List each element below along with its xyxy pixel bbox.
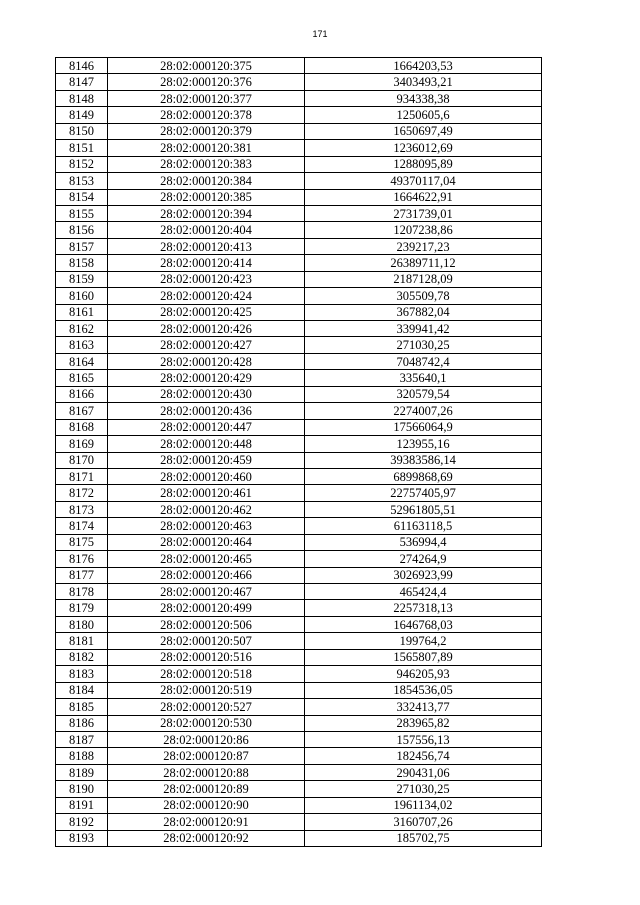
cadastral-value-cell: 1961134,02 xyxy=(305,797,542,813)
row-number-cell: 8146 xyxy=(56,58,108,74)
row-number-cell: 8165 xyxy=(56,370,108,386)
cadastral-value-cell: 3160707,26 xyxy=(305,814,542,830)
cadastral-number-cell: 28:02:000120:86 xyxy=(108,731,305,747)
cadastral-value-cell: 123955,16 xyxy=(305,436,542,452)
row-number-cell: 8147 xyxy=(56,74,108,90)
row-number-cell: 8166 xyxy=(56,386,108,402)
cadastral-value-cell: 271030,25 xyxy=(305,337,542,353)
row-number-cell: 8153 xyxy=(56,173,108,189)
cadastral-value-cell: 52961805,51 xyxy=(305,501,542,517)
cadastral-value-cell: 290431,06 xyxy=(305,764,542,780)
cadastral-value-cell: 49370117,04 xyxy=(305,173,542,189)
table-row xyxy=(56,173,542,189)
cadastral-value-table xyxy=(55,57,542,847)
row-number-cell: 8172 xyxy=(56,485,108,501)
table-body xyxy=(56,58,542,847)
row-number-cell: 8171 xyxy=(56,468,108,484)
cadastral-number-cell: 28:02:000120:427 xyxy=(108,337,305,353)
cadastral-number-cell: 28:02:000120:379 xyxy=(108,123,305,139)
cadastral-number-cell: 28:02:000120:91 xyxy=(108,814,305,830)
table-row xyxy=(56,649,542,665)
cadastral-number-cell: 28:02:000120:516 xyxy=(108,649,305,665)
cadastral-value-cell: 6899868,69 xyxy=(305,468,542,484)
cadastral-number-cell: 28:02:000120:447 xyxy=(108,419,305,435)
table-row xyxy=(56,797,542,813)
cadastral-number-cell: 28:02:000120:430 xyxy=(108,386,305,402)
table-row xyxy=(56,682,542,698)
row-number-cell: 8177 xyxy=(56,567,108,583)
cadastral-value-cell: 7048742,4 xyxy=(305,353,542,369)
cadastral-value-cell: 305509,78 xyxy=(305,288,542,304)
cadastral-number-cell: 28:02:000120:518 xyxy=(108,666,305,682)
table-row xyxy=(56,468,542,484)
cadastral-number-cell: 28:02:000120:530 xyxy=(108,715,305,731)
cadastral-value-cell: 17566064,9 xyxy=(305,419,542,435)
table-row xyxy=(56,403,542,419)
cadastral-value-cell: 946205,93 xyxy=(305,666,542,682)
table-row xyxy=(56,731,542,747)
row-number-cell: 8159 xyxy=(56,271,108,287)
row-number-cell: 8152 xyxy=(56,156,108,172)
cadastral-value-cell: 3403493,21 xyxy=(305,74,542,90)
cadastral-number-cell: 28:02:000120:404 xyxy=(108,222,305,238)
table-row xyxy=(56,781,542,797)
cadastral-value-cell: 2274007,26 xyxy=(305,403,542,419)
table-row xyxy=(56,238,542,254)
table-row xyxy=(56,666,542,682)
cadastral-value-cell: 61163118,5 xyxy=(305,518,542,534)
cadastral-number-cell: 28:02:000120:506 xyxy=(108,616,305,632)
cadastral-number-cell: 28:02:000120:462 xyxy=(108,501,305,517)
cadastral-value-cell: 1854536,05 xyxy=(305,682,542,698)
row-number-cell: 8154 xyxy=(56,189,108,205)
cadastral-number-cell: 28:02:000120:428 xyxy=(108,353,305,369)
cadastral-number-cell: 28:02:000120:466 xyxy=(108,567,305,583)
table-row xyxy=(56,485,542,501)
row-number-cell: 8193 xyxy=(56,830,108,846)
cadastral-number-cell: 28:02:000120:423 xyxy=(108,271,305,287)
table-row xyxy=(56,74,542,90)
table-row xyxy=(56,501,542,517)
cadastral-number-cell: 28:02:000120:381 xyxy=(108,140,305,156)
row-number-cell: 8157 xyxy=(56,238,108,254)
row-number-cell: 8149 xyxy=(56,107,108,123)
cadastral-number-cell: 28:02:000120:92 xyxy=(108,830,305,846)
cadastral-value-cell: 2731739,01 xyxy=(305,205,542,221)
table-row xyxy=(56,419,542,435)
table-row xyxy=(56,255,542,271)
cadastral-number-cell: 28:02:000120:424 xyxy=(108,288,305,304)
page-number: 171 xyxy=(312,29,328,39)
table-row xyxy=(56,205,542,221)
cadastral-value-cell: 2187128,09 xyxy=(305,271,542,287)
cadastral-number-cell: 28:02:000120:465 xyxy=(108,551,305,567)
table-row xyxy=(56,140,542,156)
row-number-cell: 8174 xyxy=(56,518,108,534)
row-number-cell: 8156 xyxy=(56,222,108,238)
cadastral-number-cell: 28:02:000120:426 xyxy=(108,321,305,337)
row-number-cell: 8178 xyxy=(56,584,108,600)
table-row xyxy=(56,534,542,550)
cadastral-number-cell: 28:02:000120:499 xyxy=(108,600,305,616)
cadastral-value-cell: 339941,42 xyxy=(305,321,542,337)
cadastral-value-cell: 536994,4 xyxy=(305,534,542,550)
cadastral-number-cell: 28:02:000120:507 xyxy=(108,633,305,649)
table-row xyxy=(56,189,542,205)
cadastral-value-cell: 3026923,99 xyxy=(305,567,542,583)
row-number-cell: 8151 xyxy=(56,140,108,156)
cadastral-value-cell: 239217,23 xyxy=(305,238,542,254)
table-row xyxy=(56,699,542,715)
row-number-cell: 8173 xyxy=(56,501,108,517)
cadastral-number-cell: 28:02:000120:460 xyxy=(108,468,305,484)
row-number-cell: 8167 xyxy=(56,403,108,419)
table-row xyxy=(56,321,542,337)
row-number-cell: 8158 xyxy=(56,255,108,271)
row-number-cell: 8170 xyxy=(56,452,108,468)
cadastral-number-cell: 28:02:000120:464 xyxy=(108,534,305,550)
table-row xyxy=(56,90,542,106)
table-row xyxy=(56,288,542,304)
row-number-cell: 8176 xyxy=(56,551,108,567)
row-number-cell: 8192 xyxy=(56,814,108,830)
row-number-cell: 8179 xyxy=(56,600,108,616)
table-row xyxy=(56,304,542,320)
cadastral-number-cell: 28:02:000120:377 xyxy=(108,90,305,106)
table-row xyxy=(56,551,542,567)
row-number-cell: 8185 xyxy=(56,699,108,715)
cadastral-number-cell: 28:02:000120:461 xyxy=(108,485,305,501)
table-row xyxy=(56,353,542,369)
cadastral-number-cell: 28:02:000120:384 xyxy=(108,173,305,189)
row-number-cell: 8188 xyxy=(56,748,108,764)
table-row xyxy=(56,452,542,468)
table-row xyxy=(56,567,542,583)
table-row xyxy=(56,633,542,649)
row-number-cell: 8163 xyxy=(56,337,108,353)
row-number-cell: 8148 xyxy=(56,90,108,106)
table-row xyxy=(56,337,542,353)
cadastral-value-cell: 465424,4 xyxy=(305,584,542,600)
cadastral-value-cell: 1664622,91 xyxy=(305,189,542,205)
cadastral-value-cell: 199764,2 xyxy=(305,633,542,649)
table-row xyxy=(56,748,542,764)
row-number-cell: 8150 xyxy=(56,123,108,139)
cadastral-value-cell: 1250605,6 xyxy=(305,107,542,123)
cadastral-value-cell: 157556,13 xyxy=(305,731,542,747)
cadastral-value-cell: 1664203,53 xyxy=(305,58,542,74)
table-row xyxy=(56,271,542,287)
row-number-cell: 8186 xyxy=(56,715,108,731)
table-row xyxy=(56,830,542,846)
row-number-cell: 8168 xyxy=(56,419,108,435)
cadastral-value-cell: 2257318,13 xyxy=(305,600,542,616)
table-row xyxy=(56,764,542,780)
cadastral-number-cell: 28:02:000120:87 xyxy=(108,748,305,764)
table-row xyxy=(56,600,542,616)
table-row xyxy=(56,58,542,74)
cadastral-number-cell: 28:02:000120:436 xyxy=(108,403,305,419)
cadastral-number-cell: 28:02:000120:429 xyxy=(108,370,305,386)
row-number-cell: 8160 xyxy=(56,288,108,304)
table-row xyxy=(56,370,542,386)
cadastral-value-cell: 1236012,69 xyxy=(305,140,542,156)
cadastral-number-cell: 28:02:000120:90 xyxy=(108,797,305,813)
cadastral-number-cell: 28:02:000120:89 xyxy=(108,781,305,797)
table-row xyxy=(56,156,542,172)
row-number-cell: 8183 xyxy=(56,666,108,682)
cadastral-number-cell: 28:02:000120:414 xyxy=(108,255,305,271)
cadastral-value-cell: 22757405,97 xyxy=(305,485,542,501)
cadastral-number-cell: 28:02:000120:385 xyxy=(108,189,305,205)
row-number-cell: 8189 xyxy=(56,764,108,780)
table-row xyxy=(56,436,542,452)
cadastral-value-cell: 1650697,49 xyxy=(305,123,542,139)
cadastral-value-cell: 320579,54 xyxy=(305,386,542,402)
row-number-cell: 8169 xyxy=(56,436,108,452)
row-number-cell: 8191 xyxy=(56,797,108,813)
cadastral-value-cell: 1288095,89 xyxy=(305,156,542,172)
cadastral-number-cell: 28:02:000120:375 xyxy=(108,58,305,74)
cadastral-value-cell: 26389711,12 xyxy=(305,255,542,271)
table-row xyxy=(56,123,542,139)
cadastral-number-cell: 28:02:000120:88 xyxy=(108,764,305,780)
cadastral-value-cell: 39383586,14 xyxy=(305,452,542,468)
cadastral-value-cell: 335640,1 xyxy=(305,370,542,386)
table-row xyxy=(56,715,542,731)
cadastral-number-cell: 28:02:000120:448 xyxy=(108,436,305,452)
cadastral-value-cell: 185702,75 xyxy=(305,830,542,846)
table-row xyxy=(56,222,542,238)
row-number-cell: 8162 xyxy=(56,321,108,337)
cadastral-number-cell: 28:02:000120:519 xyxy=(108,682,305,698)
row-number-cell: 8155 xyxy=(56,205,108,221)
cadastral-number-cell: 28:02:000120:394 xyxy=(108,205,305,221)
cadastral-number-cell: 28:02:000120:463 xyxy=(108,518,305,534)
cadastral-value-cell: 1565807,89 xyxy=(305,649,542,665)
row-number-cell: 8182 xyxy=(56,649,108,665)
cadastral-value-cell: 934338,38 xyxy=(305,90,542,106)
table-row xyxy=(56,616,542,632)
row-number-cell: 8187 xyxy=(56,731,108,747)
cadastral-value-cell: 1646768,03 xyxy=(305,616,542,632)
table-row xyxy=(56,518,542,534)
cadastral-number-cell: 28:02:000120:378 xyxy=(108,107,305,123)
row-number-cell: 8181 xyxy=(56,633,108,649)
cadastral-value-cell: 274264,9 xyxy=(305,551,542,567)
cadastral-value-cell: 283965,82 xyxy=(305,715,542,731)
cadastral-number-cell: 28:02:000120:467 xyxy=(108,584,305,600)
cadastral-value-cell: 271030,25 xyxy=(305,781,542,797)
cadastral-value-cell: 182456,74 xyxy=(305,748,542,764)
row-number-cell: 8180 xyxy=(56,616,108,632)
row-number-cell: 8164 xyxy=(56,353,108,369)
cadastral-number-cell: 28:02:000120:425 xyxy=(108,304,305,320)
table-row xyxy=(56,107,542,123)
cadastral-number-cell: 28:02:000120:459 xyxy=(108,452,305,468)
row-number-cell: 8161 xyxy=(56,304,108,320)
cadastral-number-cell: 28:02:000120:376 xyxy=(108,74,305,90)
cadastral-number-cell: 28:02:000120:527 xyxy=(108,699,305,715)
table-row xyxy=(56,814,542,830)
row-number-cell: 8184 xyxy=(56,682,108,698)
cadastral-value-cell: 367882,04 xyxy=(305,304,542,320)
table-row xyxy=(56,386,542,402)
table-row xyxy=(56,584,542,600)
cadastral-number-cell: 28:02:000120:383 xyxy=(108,156,305,172)
cadastral-value-cell: 1207238,86 xyxy=(305,222,542,238)
cadastral-value-cell: 332413,77 xyxy=(305,699,542,715)
row-number-cell: 8175 xyxy=(56,534,108,550)
row-number-cell: 8190 xyxy=(56,781,108,797)
cadastral-number-cell: 28:02:000120:413 xyxy=(108,238,305,254)
